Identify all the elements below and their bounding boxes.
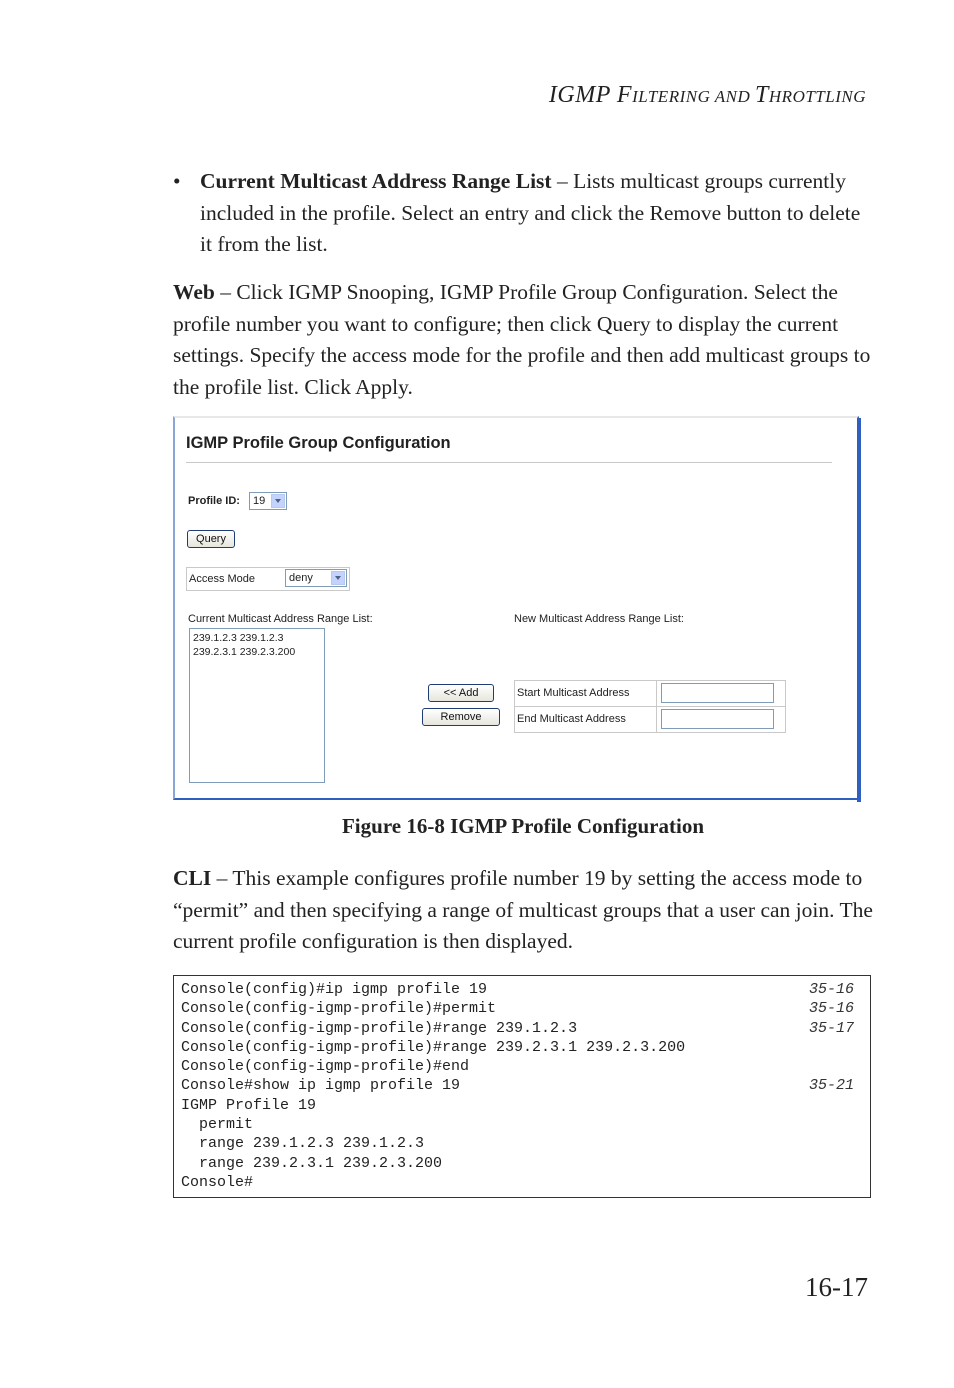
header-part: HROTTLING [768, 87, 866, 106]
cli-code-block [173, 975, 871, 1198]
code-text: Console(config-igmp-profile)#end [181, 1058, 470, 1076]
code-text: Console(config-igmp-profile)#range 239.2.3.1 239.2.3.200 [181, 1038, 686, 1056]
end-address-input[interactable] [661, 709, 774, 729]
page-number: 16-17 [805, 1272, 868, 1302]
code-text: Console#show ip igmp profile 19 [181, 1077, 461, 1095]
running-header [549, 82, 866, 109]
code-line [181, 1115, 870, 1134]
code-line [181, 1038, 870, 1057]
chevron-down-icon[interactable] [331, 571, 345, 585]
range-row-divider [514, 706, 786, 707]
cli-label: CLI [173, 866, 212, 890]
code-text: range 239.1.2.3 239.1.2.3 [181, 1135, 425, 1153]
list-item[interactable]: 239.1.2.3 239.1.2.3 [193, 632, 284, 644]
bullet-term: Current Multicast Address Range List [200, 169, 552, 193]
header-part: T [755, 82, 769, 108]
cli-paragraph [173, 863, 873, 958]
code-text: permit [181, 1116, 254, 1134]
start-address-input[interactable] [661, 683, 774, 703]
code-line [181, 1019, 870, 1038]
code-line [181, 1076, 870, 1095]
new-list-label: New Multicast Address Range List: [514, 613, 684, 625]
access-mode-select[interactable] [285, 569, 347, 587]
profile-id-label: Profile ID: [188, 495, 240, 507]
code-line [181, 1134, 870, 1153]
add-button[interactable]: << Add [428, 684, 494, 702]
profile-id-value: 19 [253, 495, 266, 507]
list-item[interactable]: 239.2.3.1 239.2.3.200 [193, 646, 296, 658]
query-button[interactable]: Query [187, 530, 235, 548]
cli-text: – This example configures profile number 19 by setting the access mode to “permit” and then specifying a range of multicast groups that a user can join. The current profile configuration is then displayed. [173, 866, 873, 953]
code-ref: 35-16 [808, 981, 854, 998]
igmp-profile-screenshot [173, 416, 859, 800]
code-text: Console(config-igmp-profile)#permit [181, 1000, 497, 1018]
figure-title: IGMP Profile Group Configuration [186, 434, 451, 452]
bullet-dot: • [173, 169, 181, 193]
web-paragraph [173, 277, 873, 403]
title-divider [186, 462, 832, 463]
bullet-item [173, 166, 873, 261]
bullet-body [200, 166, 873, 261]
code-line [181, 1173, 870, 1192]
access-mode-label: Access Mode [189, 573, 256, 585]
web-text: – Click IGMP Snooping, IGMP Profile Group Configuration. Select the profile number you want to configure; then click Query to display the current settings. Specify the access mode for the profile and then add multicast groups to the profile list. Click Apply. [173, 280, 871, 399]
figure-caption: Figure 16-8 IGMP Profile Configuration [341, 814, 705, 838]
end-address-label: End Multicast Address [517, 713, 626, 725]
current-range-listbox[interactable] [189, 628, 325, 783]
code-ref: 35-16 [808, 1000, 854, 1018]
profile-id-select[interactable] [249, 492, 287, 510]
web-label: Web [173, 280, 215, 304]
header-part: ILTERING AND [632, 87, 756, 106]
code-line [181, 1154, 870, 1173]
current-list-label: Current Multicast Address Range List: [188, 613, 373, 625]
code-line [181, 980, 870, 999]
code-text: Console(config)#ip igmp profile 19 [181, 981, 488, 998]
code-line [181, 1096, 870, 1115]
code-text: Console(config-igmp-profile)#range 239.1.2.3 [181, 1019, 578, 1037]
code-ref: 35-17 [808, 1019, 854, 1037]
code-line [181, 1057, 870, 1076]
code-line [181, 999, 870, 1018]
range-col-divider [656, 680, 657, 733]
code-text: Console# [181, 1173, 254, 1191]
code-ref: 35-21 [808, 1077, 854, 1095]
start-address-label: Start Multicast Address [517, 687, 630, 699]
chevron-down-icon[interactable] [271, 494, 285, 508]
code-text: IGMP Profile 19 [181, 1096, 317, 1114]
bullet-desc: – Lists multicast groups currently included in the profile. Select an entry and click the Remove button to delete it from the list. [200, 169, 861, 256]
remove-button[interactable]: Remove [422, 708, 500, 726]
access-mode-value: deny [289, 572, 313, 584]
code-text: range 239.2.3.1 239.2.3.200 [181, 1154, 443, 1172]
header-part: IGMP F [548, 82, 633, 108]
